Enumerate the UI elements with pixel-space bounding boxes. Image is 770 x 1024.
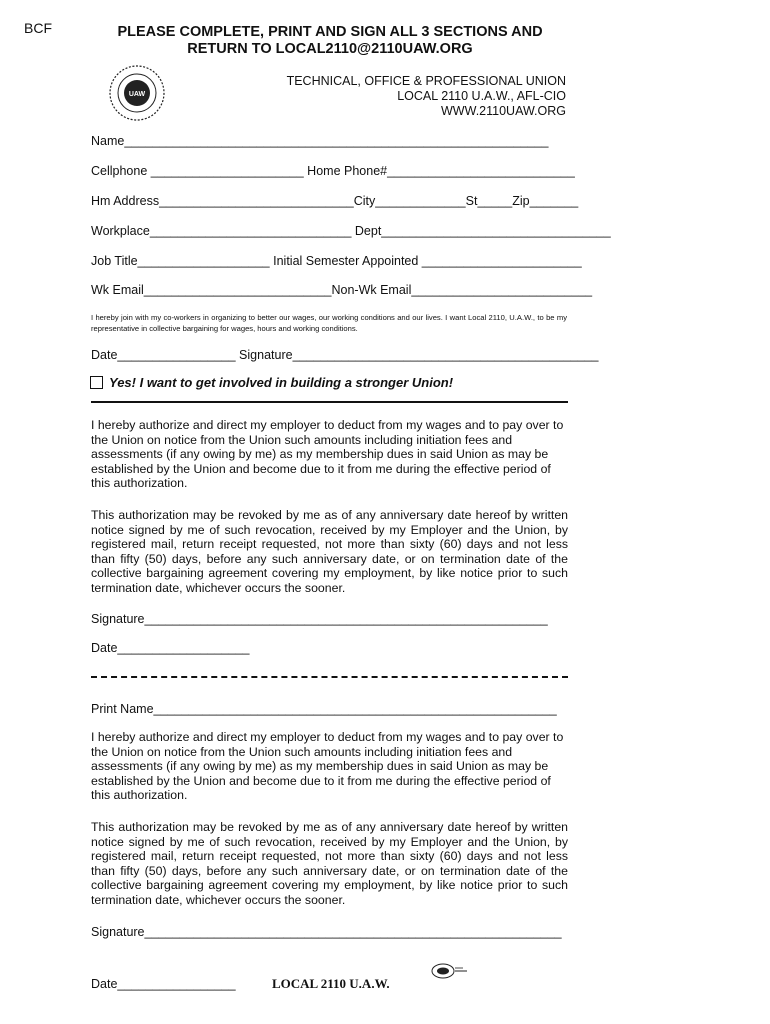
job-title-fields[interactable]: Job Title___________________ Initial Semester Appointed _______________________ [91, 254, 582, 268]
email-fields[interactable]: Wk Email___________________________Non-Wk Email__________________________ [91, 283, 593, 297]
section-divider [91, 401, 568, 403]
name-field[interactable]: Name_____________________________________________________________ [91, 134, 549, 148]
date-signature-fields[interactable]: Date_________________ Signature____________________________________________ [91, 348, 599, 362]
membership-statement: I hereby join with my co-workers in organizing to better our wages, our working conditions and our lives. I want Local 2110, U.A.W., to be my representative in collective bargaining for wages, hours and working conditions. [91, 313, 567, 333]
union-bug-icon [430, 962, 470, 980]
dues-date-field[interactable]: Date___________________ [91, 641, 250, 655]
workplace-fields[interactable]: Workplace_____________________________ Dept_________________________________ [91, 224, 611, 238]
phone-fields[interactable]: Cellphone ______________________ Home Phone#___________________________ [91, 164, 575, 178]
cut-line [91, 676, 568, 678]
revocation-terms-text: This authorization may be revoked by me as of any anniversary date hereof by written notice signed by me of such revocation, received by my Employer and the Union, by registered mail, return receipt requested, not more than sixty (60) days and not less than fifty (50) days, before any such anniversary date, or on termination date of the collective bargaining agreement covering my employment, by like notice prior to such termination date, whichever occurs the sooner. [91, 508, 568, 595]
involvement-label: Yes! I want to get involved in building a stronger Union! [109, 375, 454, 390]
dues-authorization-text: I hereby authorize and direct my employer to deduct from my wages and to pay over to the Union on notice from the Union such amounts including initiation fees and assessments (if any owing by me) as my membership dues in said Union as may be established by the Union and become due to it from me during the effective period of this authorization. [91, 418, 564, 491]
org-info [287, 74, 566, 119]
copy-signature-field[interactable]: Signature____________________________________________________________ [91, 925, 562, 939]
address-fields[interactable]: Hm Address____________________________City_____________St_____Zip_______ [91, 194, 579, 208]
dues-authorization-copy-text: I hereby authorize and direct my employer to deduct from my wages and to pay over to the Union on notice from the Union such amounts including initiation fees and assessments (if any owing by me) as my membership dues in said Union as may be established by the Union and become due to it from me during the effective period of this authorization. [91, 730, 564, 803]
dues-signature-field[interactable]: Signature__________________________________________________________ [91, 612, 548, 626]
copy-date-field[interactable]: Date_________________ [91, 977, 236, 991]
footer-label: LOCAL 2110 U.A.W. [272, 976, 390, 991]
print-name-field[interactable]: Print Name__________________________________________________________ [91, 702, 557, 716]
logo-text: UAW [128, 91, 146, 98]
revocation-terms-copy-text: This authorization may be revoked by me as of any anniversary date hereof by written notice signed by me of such revocation, received by my Employer and the Union, by registered mail, return receipt requested, not more than sixty (60) days and not less than fifty (50) days, before any such anniversary date, or on termination date of the collective bargaining agreement covering my employment, by like notice prior to such termination date, whichever occurs the sooner. [91, 820, 568, 907]
org-website: WWW.2110UAW.ORG [440, 104, 566, 118]
org-name: TECHNICAL, OFFICE & PROFESSIONAL UNION [286, 74, 566, 88]
form-code: BCF [24, 20, 52, 36]
form-title: PLEASE COMPLETE, PRINT AND SIGN ALL 3 SECTIONS AND RETURN TO LOCAL2110@2110UAW.ORG [117, 24, 543, 57]
org-local: LOCAL 2110 U.A.W., AFL-CIO [397, 89, 566, 103]
involvement-checkbox[interactable] [90, 376, 103, 389]
involvement-checkbox-row[interactable] [90, 375, 453, 390]
uaw-logo [108, 64, 166, 122]
